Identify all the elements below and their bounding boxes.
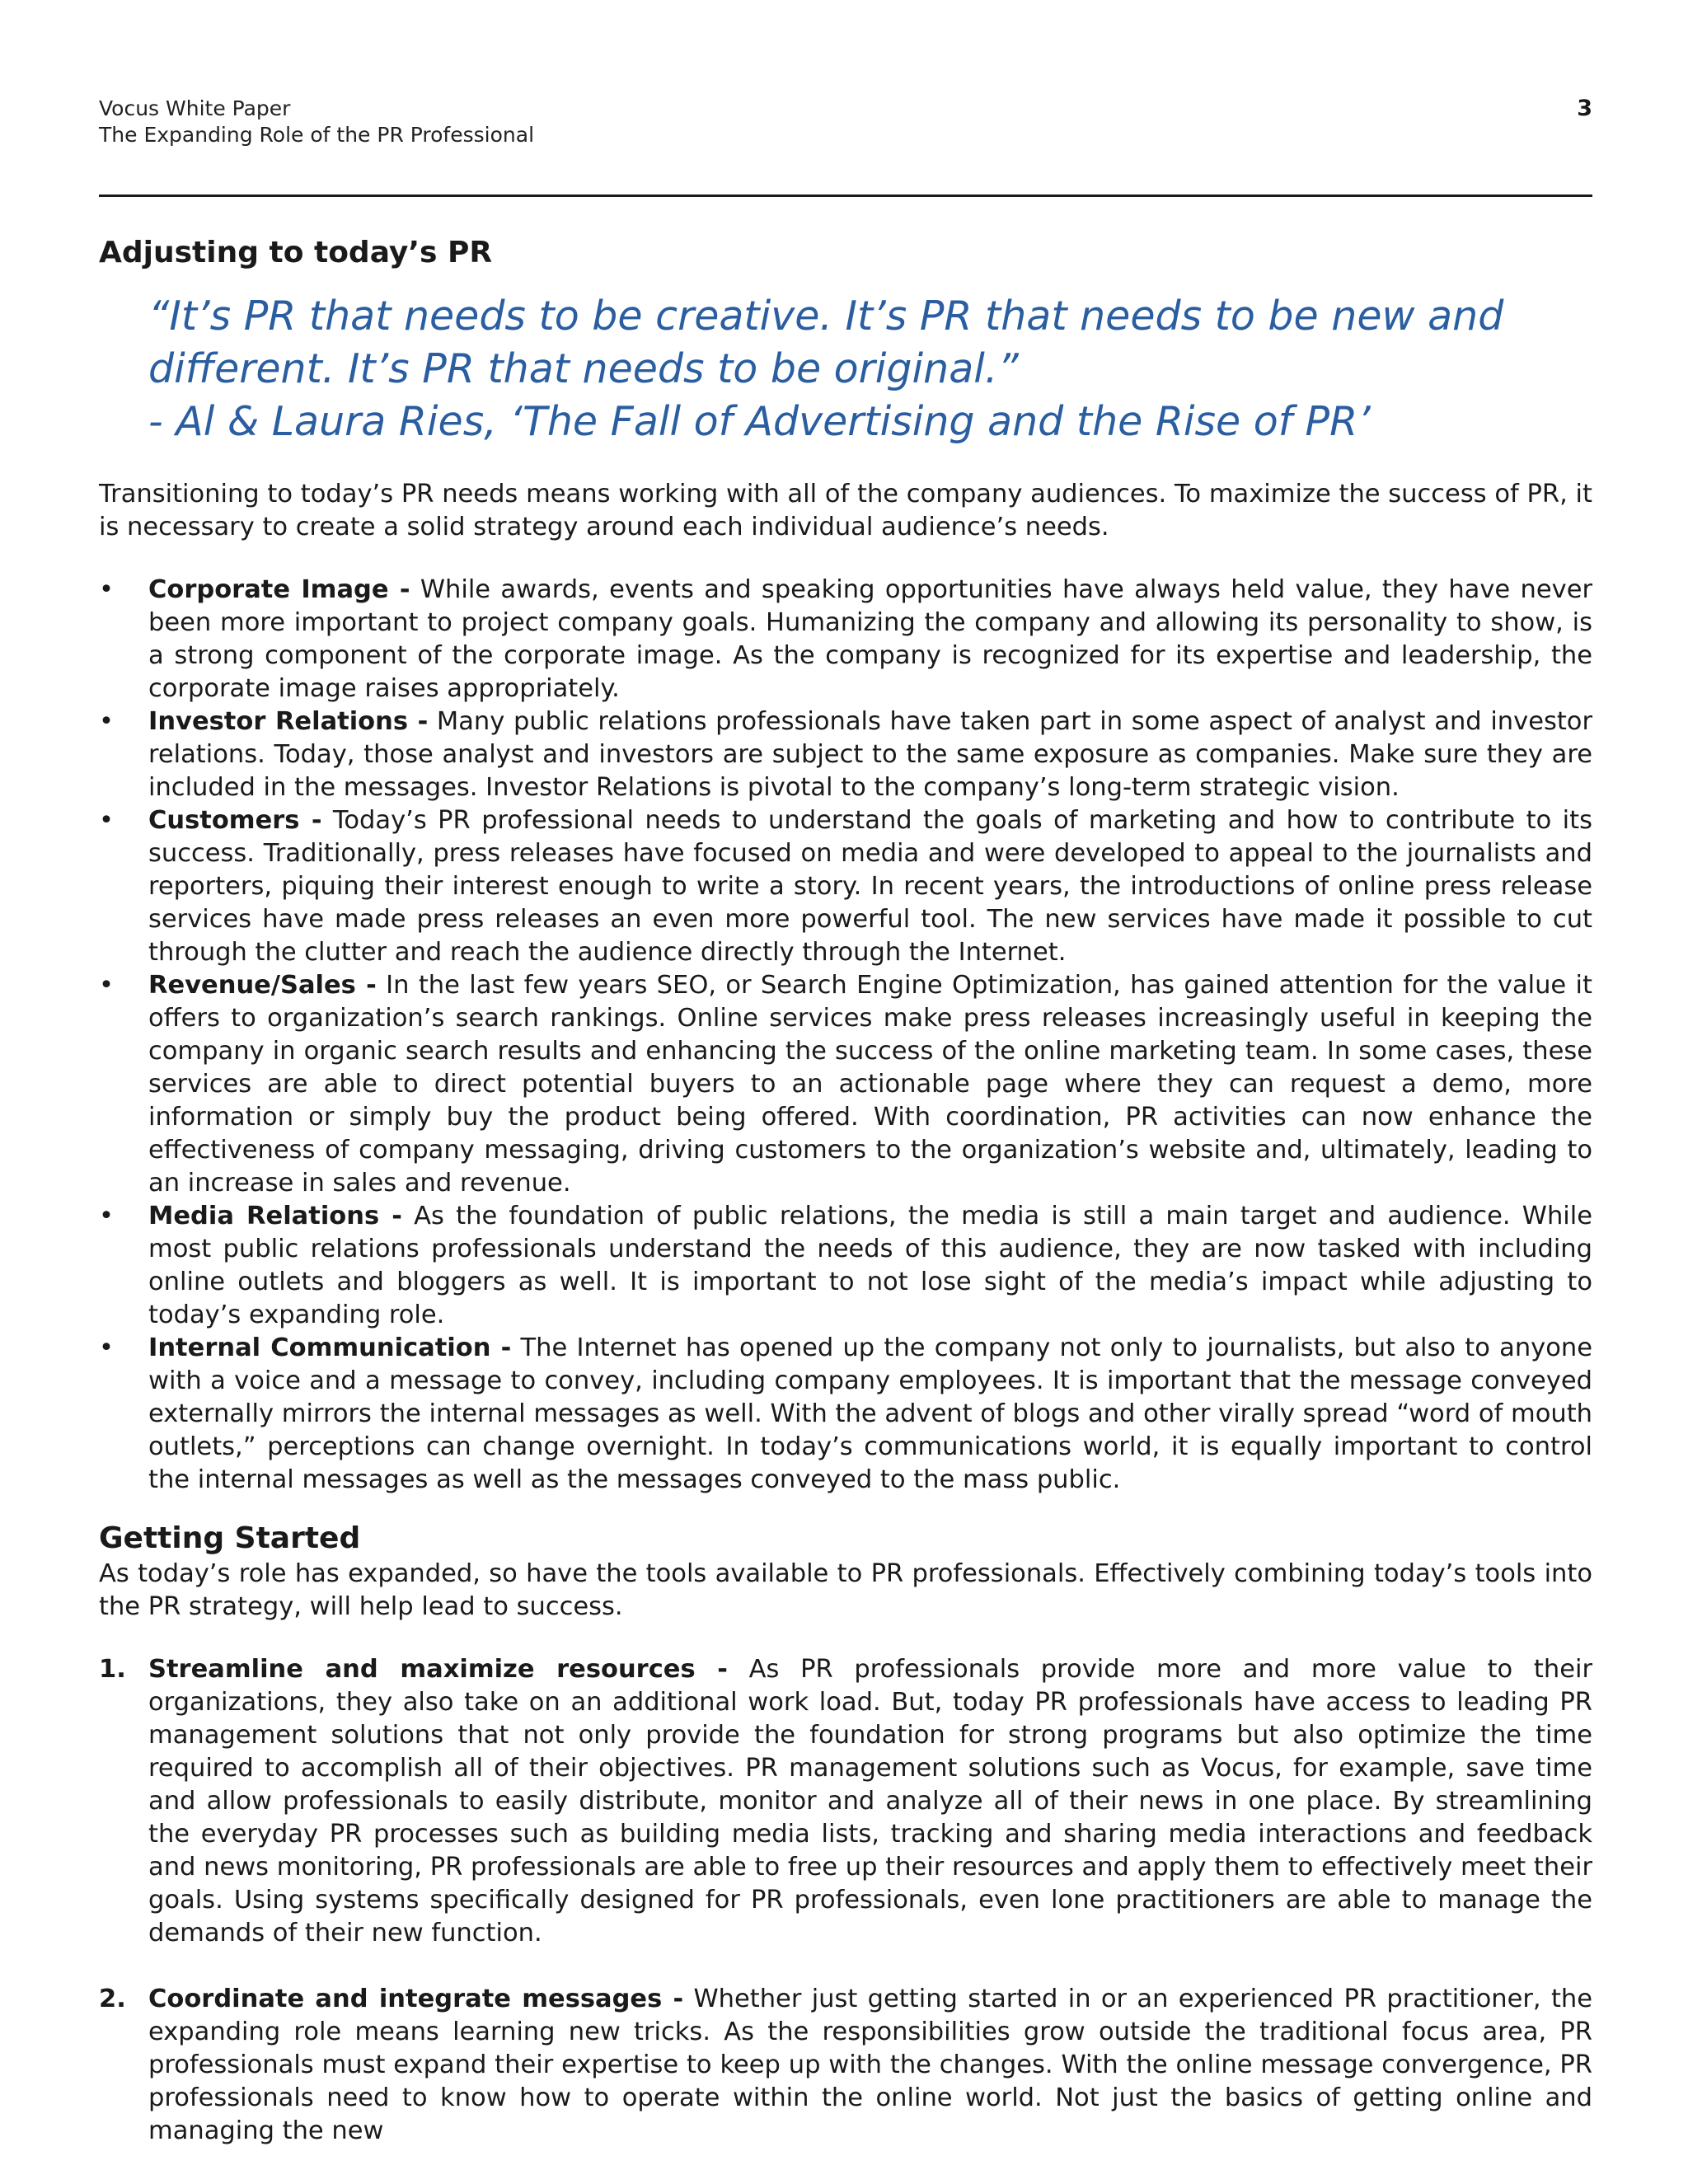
list-item-term: Streamline and maximize resources - [148, 1655, 728, 1684]
bullet-icon: • [99, 806, 114, 835]
list-item-term: Investor Relations - [148, 707, 429, 736]
list-item-text: Many public relations professionals have taken part in some aspect of analyst and investor relations. Today, those analyst and investors are subject to the same exposure as companies. Make sure they are included in the messages. Investor Relations is pivotal to the company’s long-term strategic vision. [148, 707, 1593, 802]
bullet-icon: • [99, 1333, 114, 1362]
list-item-term: Media Relations - [148, 1202, 402, 1230]
list-item [99, 1983, 1592, 2148]
header-divider [99, 194, 1592, 197]
list-item [99, 1200, 1592, 1332]
list-item-text: The Internet has opened up the company not only to journalists, but also to anyone with a voice and a message to convey, including company employees. It is important that the message conveyed externally mirrors the internal messages as well. With the advent of blogs and other virally spread “word of mouth outlets,” perceptions can change overnight. In today’s communications world, it is equally important to control the internal messages as well as the messages conveyed to the mass public. [148, 1333, 1592, 1494]
list-item-text: As the foundation of public relations, the media is still a main target and audience. While most public relations professionals understand the needs of this audience, they are now tasked with including online outlets and bloggers as well. It is important to not lose sight of the media’s impact while adjusting to today’s expanding role. [148, 1202, 1592, 1329]
list-item [99, 969, 1592, 1200]
section-title-adjusting: Adjusting to today’s PR [99, 236, 493, 269]
list-item-term: Internal Communication - [148, 1333, 512, 1362]
step-number: 2. [99, 1985, 126, 2013]
getting-started-intro: As today’s role has expanded, so have the tools available to PR professionals. Effectively combining today’s tools into the PR strategy, will help lead to success. [99, 1559, 1592, 1621]
list-item-text: While awards, events and speaking opportunities have always held value, they have never been more important to project company goals. Humanizing the company and allowing its personality to show, is a strong component of the corporate image. As the company is recognized for its expertise and leadership, the corporate image raises appropriately. [148, 575, 1592, 703]
audience-bullet-list [99, 574, 1592, 1497]
list-item [99, 804, 1592, 969]
list-item-text: In the last few years SEO, or Search Engine Optimization, has gained attention for the value it offers to organization’s search rankings. Online services make press releases increasingly useful in keeping the company in organic search results and enhancing the success of the online marketing team. In some cases, these services are able to direct potential buyers to an actionable page where they can request a demo, more information or simply buy the product being offered. With coordination, PR activities can now enhance the effectiveness of company messaging, driving customers to the organization’s website and, ultimately, leading to an increase in sales and revenue. [148, 971, 1592, 1197]
bullet-icon: • [99, 1202, 114, 1230]
bullet-icon: • [99, 575, 114, 604]
page-number: 3 [1577, 96, 1592, 121]
quote-line: “It’s PR that needs to be creative. It’s PR that needs to be new and [148, 293, 1504, 340]
bullet-icon: • [99, 707, 114, 736]
list-item [99, 705, 1592, 804]
section-title-getting-started: Getting Started [99, 1521, 361, 1555]
page-header [99, 96, 1592, 148]
list-item [99, 1653, 1592, 1950]
step-number: 1. [99, 1655, 126, 1684]
list-item-term: Revenue/Sales - [148, 971, 377, 1000]
quote-attribution: - Al & Laura Ries, ‘The Fall of Advertising and the Rise of PR’ [148, 398, 1371, 445]
pull-quote [148, 290, 1592, 448]
header-document-title: The Expanding Role of the PR Professional [99, 123, 535, 147]
list-item-text: As PR professionals provide more and more value to their organizations, they also take on an additional work load. But, today PR professionals have access to leading PR management solutions that not only provide the foundation for strong programs but also optimize the time required to accomplish all of their objectives. PR management solutions such as Vocus, for example, save time and allow professionals to easily distribute, monitor and analyze all of their news in one place. By streamlining the everyday PR processes such as building media lists, tracking and sharing media interactions and feedback and news monitoring, PR professionals are able to free up their resources and apply them to effectively meet their goals. Using systems specifically designed for PR professionals, even lone practitioners are able to manage the demands of their new function. [148, 1655, 1592, 1947]
page-content [99, 234, 1592, 2181]
list-item-text: Today’s PR professional needs to understand the goals of marketing and how to contribute to its success. Traditionally, press releases have focused on media and were developed to appeal to the journalists and reporters, piquing their interest enough to write a story. In recent years, the introductions of online press release services have made press releases an even more powerful tool. The new services have made it possible to cut through the clutter and reach the audience directly through the Internet. [148, 806, 1592, 967]
list-item-text: Whether just getting started in or an experienced PR practitioner, the expanding role means learning new tricks. As the responsibilities grow outside the traditional focus area, PR professionals must expand their expertise to keep up with the changes. With the online message convergence, PR professionals need to know how to operate within the online world. Not just the basics of getting online and managing the new [148, 1985, 1592, 2145]
list-item-term: Coordinate and integrate messages - [148, 1985, 684, 2013]
bullet-icon: • [99, 971, 114, 1000]
quote-line: different. It’s PR that needs to be original.” [148, 345, 1019, 392]
steps-numbered-list [99, 1653, 1592, 2148]
header-publication: Vocus White Paper [99, 96, 291, 120]
intro-paragraph: Transitioning to today’s PR needs means working with all of the company audiences. To maximize the success of PR, it is necessary to create a solid strategy around each individual audience’s needs. [99, 480, 1592, 541]
list-item [99, 574, 1592, 705]
list-item-term: Corporate Image - [148, 575, 410, 604]
list-item [99, 1332, 1592, 1497]
list-item-term: Customers - [148, 806, 322, 835]
